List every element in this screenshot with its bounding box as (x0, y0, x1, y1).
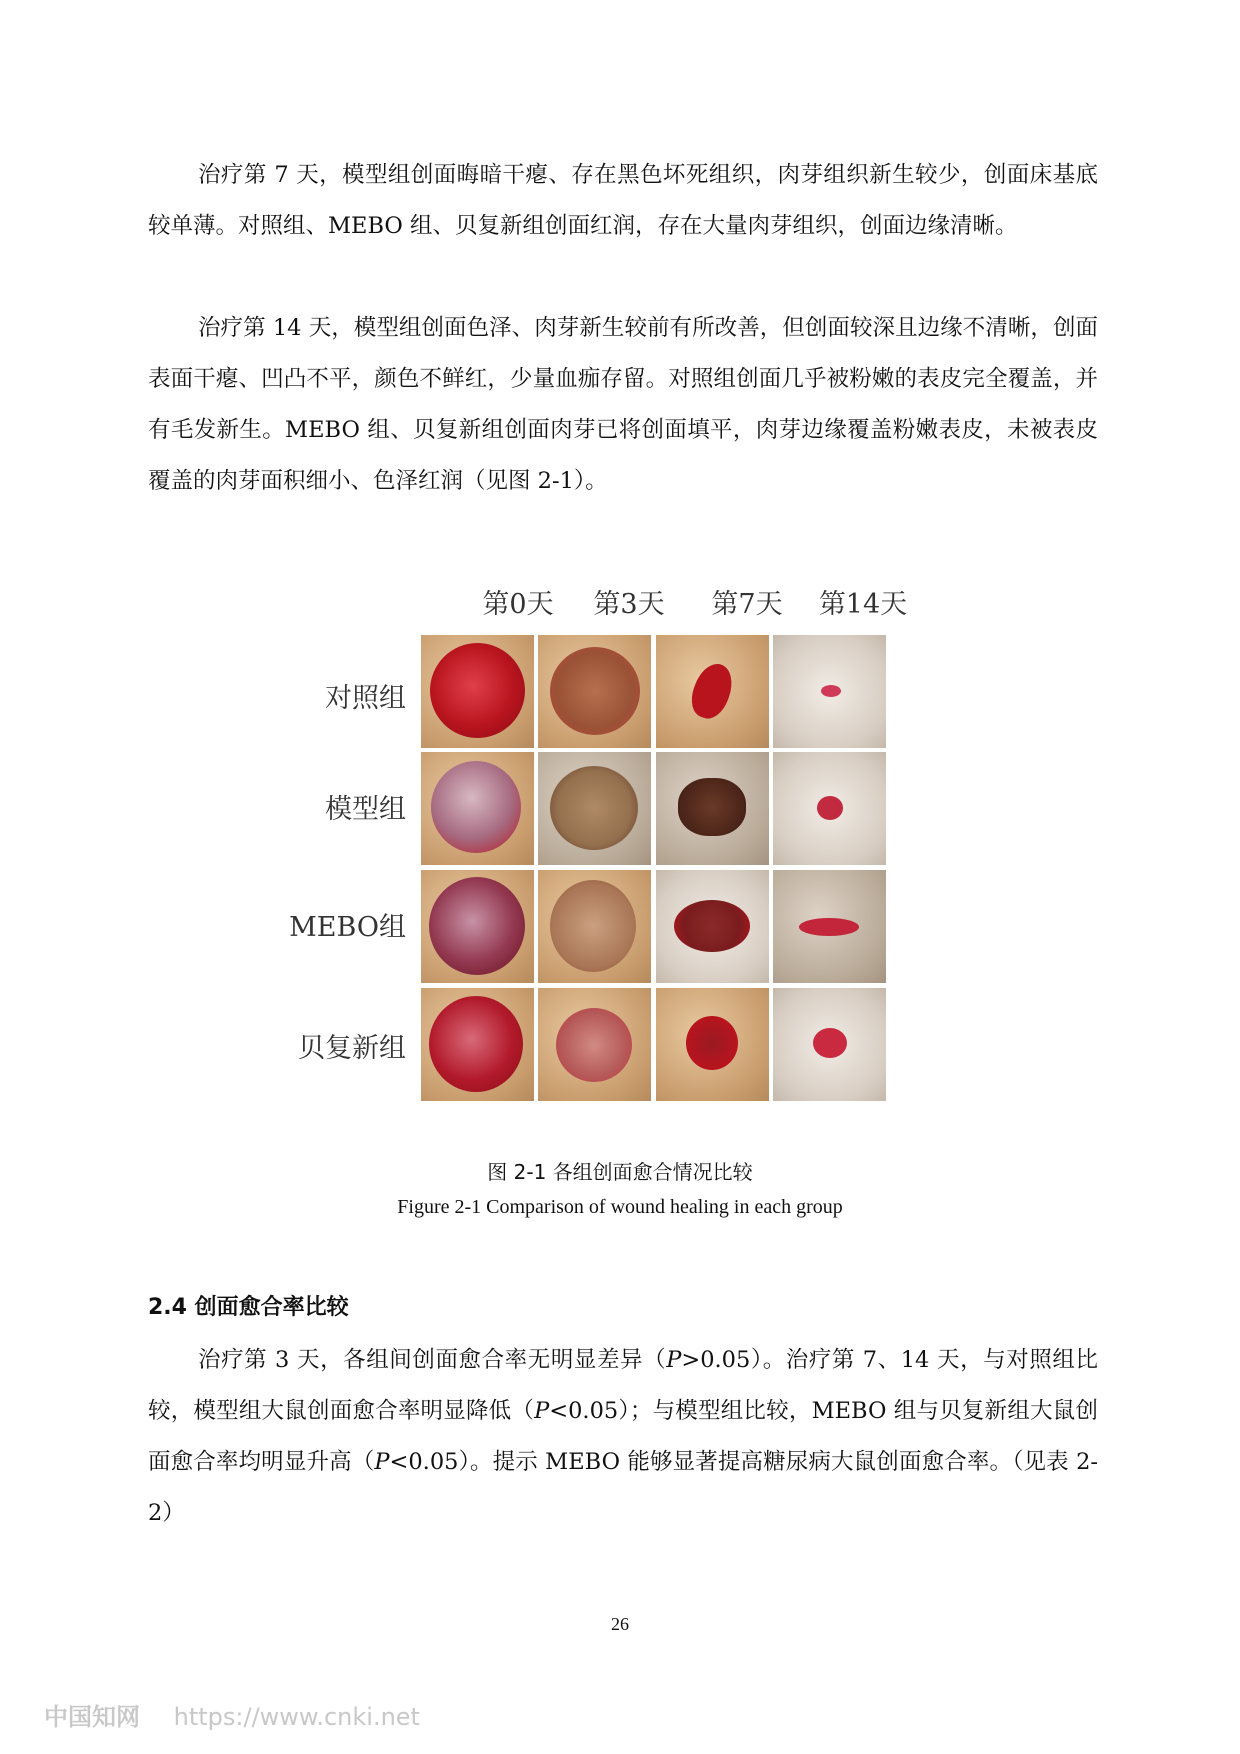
wound-photo (656, 870, 769, 983)
wound-photo (656, 752, 769, 865)
column-label-day14: 第14天 (818, 589, 908, 620)
wound-photo (773, 635, 886, 748)
column-label-day0: 第0天 (482, 589, 554, 620)
wound-photo (538, 635, 651, 748)
paragraph-text: 治疗第 3 天，各组间创面愈合率无明显差异（ (198, 1347, 667, 1373)
page-number: 26 (611, 1614, 629, 1634)
wound-photo (421, 752, 534, 865)
paragraph-text: 治疗第 7 天，模型组创面晦暗干瘪、存在黑色坏死组织，肉芽组织新生较少，创面床基底较单薄。对照组、MEBO 组、贝复新组创面红润，存在大量肉芽组织，创面边缘清晰。 (148, 162, 1098, 239)
watermark-url: https://www.cnki.net (173, 1703, 420, 1731)
p-value-symbol: P (534, 1398, 550, 1424)
row-label-model: 模型组 (325, 794, 406, 825)
row-label-mebo: MEBO组 (289, 912, 406, 943)
wound-photo (773, 752, 886, 865)
wound-photo (656, 988, 769, 1101)
wound-photo (538, 752, 651, 865)
wound-photo (421, 635, 534, 748)
watermark-logo: 中国知网 (44, 1703, 140, 1731)
paragraph-text: >0.05）。治疗第 7、14 天，与对照组比较，模型组大鼠创面愈合率明显降低（ (148, 1347, 1098, 1424)
column-label-day3: 第3天 (593, 589, 665, 620)
watermark (44, 1697, 420, 1732)
wound-photo (656, 635, 769, 748)
row-label-control: 对照组 (325, 683, 406, 714)
p-value-symbol: P (374, 1449, 390, 1475)
paragraph-text: <0.05）；与模型组比较，MEBO 组与贝复新组大鼠创面愈合率均明显升高（ (148, 1398, 1098, 1475)
wound-photo (773, 870, 886, 983)
row-label-beifuxin: 贝复新组 (298, 1033, 406, 1064)
wound-photo (538, 870, 651, 983)
wound-photo (538, 988, 651, 1101)
paragraph-text: <0.05）。提示 MEBO 能够显著提高糖尿病大鼠创面愈合率。（见表 2-2） (148, 1449, 1098, 1526)
wound-photo (773, 988, 886, 1101)
section-heading: 2.4 创面愈合率比较 (148, 1295, 349, 1320)
wound-photo (421, 870, 534, 983)
paragraph-text: 治疗第 14 天，模型组创面色泽、肉芽新生较前有所改善，但创面较深且边缘不清晰，创面表面干瘪、凹凸不平，颜色不鲜红，少量血痂存留。对照组创面几乎被粉嫩的表皮完全覆盖，并有毛发新生。MEBO 组、贝复新组创面肉芽已将创面填平，肉芽边缘覆盖粉嫩表皮，未被表皮覆盖的肉芽面积细小、色泽红润（见图 2-1）。 (148, 315, 1098, 494)
p-value-symbol: P (666, 1347, 682, 1373)
figure-caption-zh: 图 2-1 各组创面愈合情况比较 (487, 1160, 753, 1184)
paragraph-healing-rate (148, 1335, 1098, 1539)
wound-photo (421, 988, 534, 1101)
figure-caption-en: Figure 2-1 Comparison of wound healing in each group (397, 1196, 843, 1218)
column-label-day7: 第7天 (711, 589, 783, 620)
